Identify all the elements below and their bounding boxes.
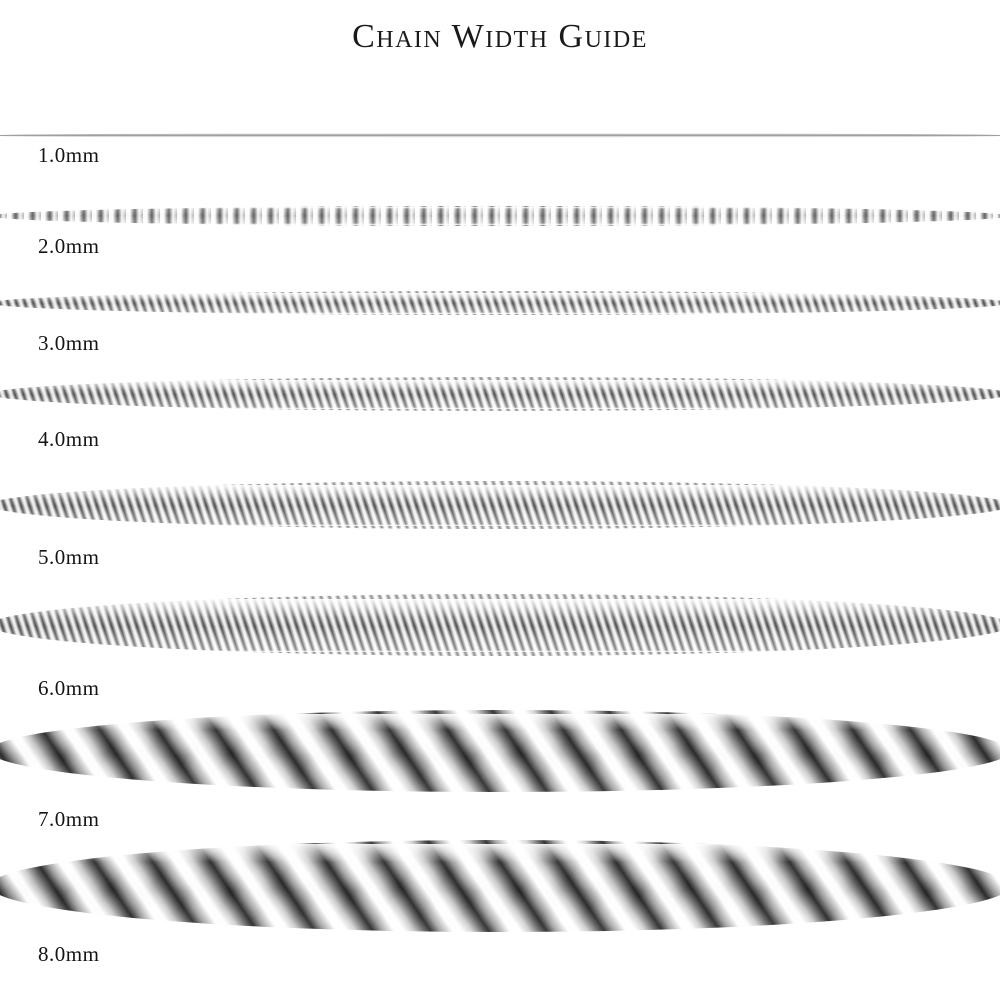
chain-row-8-0mm bbox=[0, 840, 1000, 934]
chain-label-2-0mm: 2.0mm bbox=[38, 234, 100, 258]
chain-strand-5-0mm bbox=[0, 481, 1000, 529]
chain-strand-8-0mm bbox=[0, 840, 1000, 932]
chain-label-7-0mm: 7.0mm bbox=[38, 807, 100, 831]
chain-row-7-0mm bbox=[0, 710, 1000, 794]
chain-label-5-0mm: 5.0mm bbox=[38, 545, 100, 569]
chain-strand-1-0mm bbox=[0, 133, 1000, 138]
chain-strand-6-0mm bbox=[0, 594, 1000, 656]
chain-strand-7-0mm bbox=[0, 710, 1000, 792]
chain-label-1-0mm: 1.0mm bbox=[38, 143, 100, 167]
chain-label-3-0mm: 3.0mm bbox=[38, 331, 100, 355]
chain-strand-3-0mm bbox=[0, 291, 1000, 315]
chain-label-6-0mm: 6.0mm bbox=[38, 676, 100, 700]
chain-row-4-0mm bbox=[0, 377, 1000, 413]
chain-strand-2-0mm bbox=[0, 206, 1000, 226]
chain-row-5-0mm bbox=[0, 481, 1000, 531]
chain-row-3-0mm bbox=[0, 291, 1000, 317]
chain-row-2-0mm bbox=[0, 206, 1000, 228]
chain-label-4-0mm: 4.0mm bbox=[38, 427, 100, 451]
chain-strand-4-0mm bbox=[0, 377, 1000, 411]
chain-row-1-0mm bbox=[0, 133, 1000, 139]
chain-label-8-0mm: 8.0mm bbox=[38, 942, 100, 966]
chain-row-6-0mm bbox=[0, 594, 1000, 658]
page-title: Chain Width Guide bbox=[352, 18, 648, 55]
